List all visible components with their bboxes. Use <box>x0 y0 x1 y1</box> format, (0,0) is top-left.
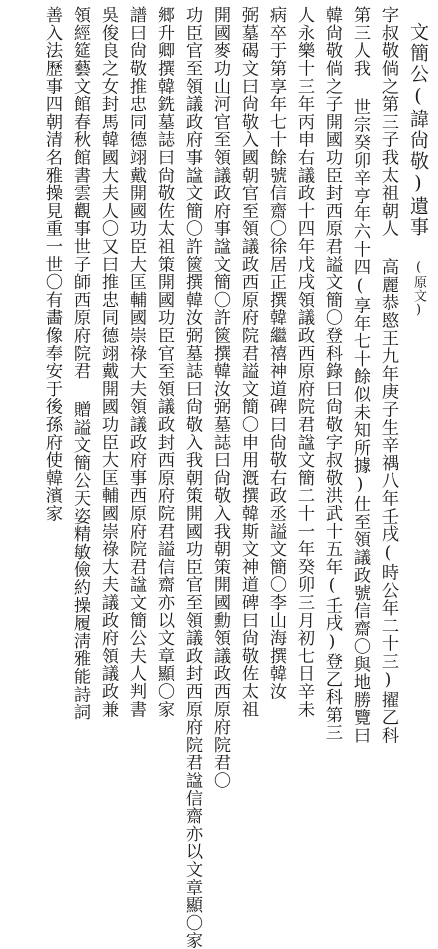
document-heading <box>406 6 430 318</box>
text-column: 譜曰尙敬推忠同德翊戴開國功臣大匡輔國崇祿大夫領議政府事西原府院君諡文簡公夫人判書 <box>126 6 146 718</box>
text-column: 善入法歷事四朝清名雅操見重一世〇有畵像奉安于後孫府使韓濱家 <box>42 6 62 523</box>
text-column: 人永樂十三年丙申右議政十四年戊戌領議政西原府院君諡文簡二十一年癸卯三月初七日辛未 <box>294 6 314 718</box>
text-column: 病卒于第享年七十餘號信齋〇徐居正撰韓繼禧神道碑曰尙敬右政丞謚文簡〇李山海撰韓汝 <box>266 6 286 701</box>
text-column: 弼墓碣文曰尙敬入國朝官至領議政西原府院君謚文簡〇申用漑撰韓斯文神道碑曰尙敬佐太祖 <box>238 6 258 718</box>
text-column: 韓尙敬倘之子開國功臣封西原君謚文簡〇登科錄曰尙敬字叔敬洪武十五年(壬戌)登乙科第三 <box>322 6 342 742</box>
text-column: 吳俊良之女封馬韓國大夫人〇又曰推忠同德翊戴開國功臣大匡輔國崇祿大夫議政府領議政兼 <box>98 6 118 718</box>
text-column: 領經筵藝文館春秋館書雲觀事世子師西原府院君 贈謚文簡公天姿精敏儉約操履淸雅能詩詞 <box>70 6 90 721</box>
text-column: 字叔敬倘之第三子我太祖朝人 高麗恭愍王九年庚子生辛禑八年壬戌(時公年二十三)擢乙科 <box>378 6 398 745</box>
text-column: 第三人我 世宗癸卯辛亨年六十四(享年七十餘似未知所據)仕至領議政號信齋〇與地勝覽曰 <box>350 6 370 745</box>
text-column: 郷升卿撰韓銑墓誌曰尙敬佐太祖策開國功臣官至領議政封西原府院君謚信齋亦以文章顯〇家 <box>154 6 174 718</box>
text-column: 開國麥功山河官至領議政府事諡文簡〇許篋撰韓汝弼墓誌曰尙敬入我朝策開國勳領議政西原府院君〇 <box>210 6 230 790</box>
original-text-tag: (原文) <box>411 260 426 318</box>
text-column: 功臣官至領議政府事諡文簡〇許篋撰韓汝弼墓誌曰尙敬入我朝策開國功臣官至領議政封西原府院君諡信齋亦以文章顯〇家 <box>182 6 202 949</box>
document-title: 文簡公(諱尙敬)遺事 <box>407 22 429 238</box>
